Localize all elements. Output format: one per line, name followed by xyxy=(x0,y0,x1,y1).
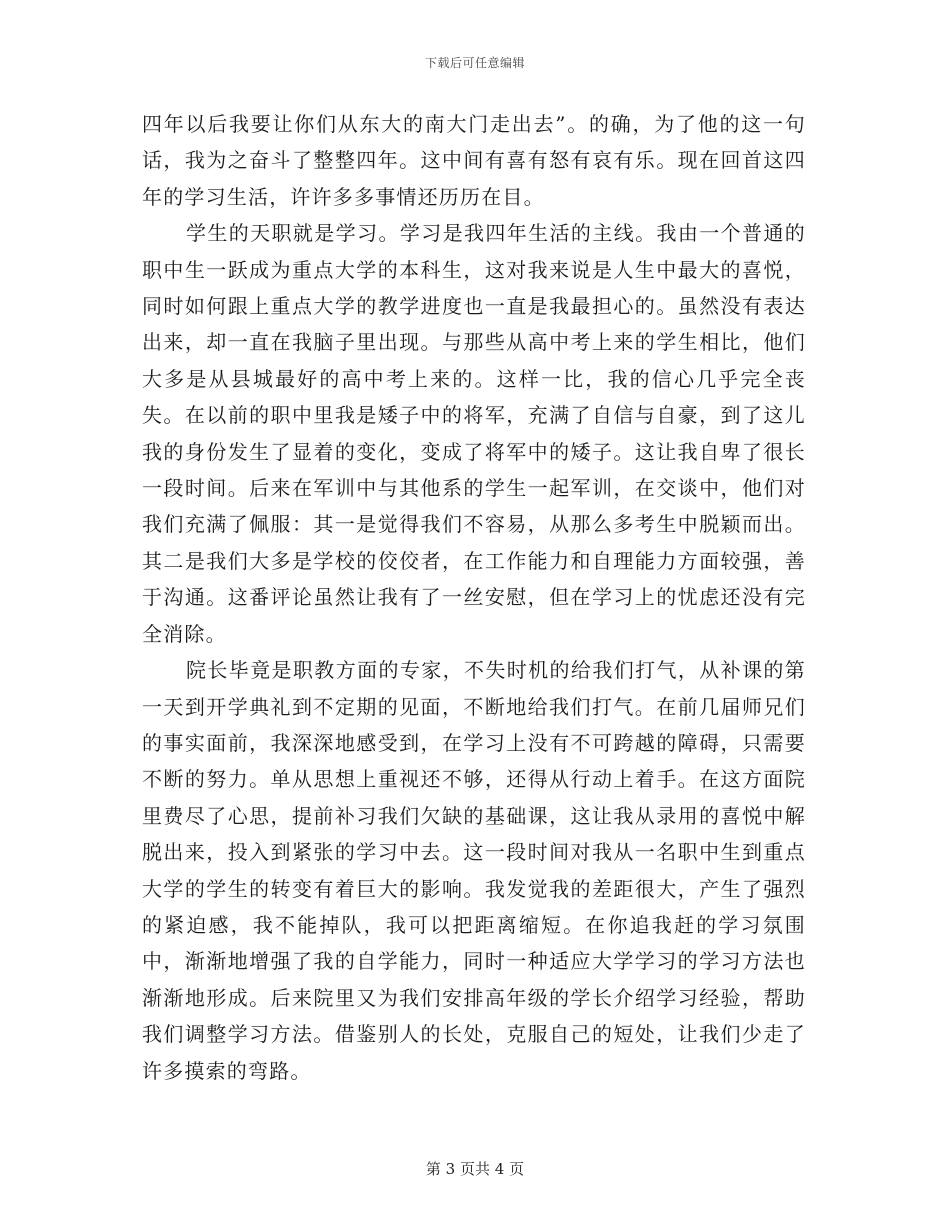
paragraph-continuation: 四年以后我要让你们从东大的南大门走出去”。的确，为了他的这一句话，我为之奋斗了整整四年。这中间有喜有怒有哀有乐。现在回首这四年的学习生活，许许多多事情还历历在目。 xyxy=(142,112,806,209)
document-body xyxy=(142,106,806,1089)
page-number-footer: 第 3 页共 4 页 xyxy=(425,1160,525,1178)
paragraph-study-duty: 学生的天职就是学习。学习是我四年生活的主线。我由一个普通的职中生一跃成为重点大学的本科生，这对我来说是人生中最大的喜悦，同时如何跟上重点大学的教学进度也一直是我最担心的。虽然没有表达出来，却一直在我脑子里出现。与那些从高中考上来的学生相比，他们大多是从县城最好的高中考上来的。这样一比，我的信心几乎完全丧失。在以前的职中里我是矮子中的将军，充满了自信与自豪，到了这儿我的身份发生了显着的变化，变成了将军中的矮子。这让我自卑了很长一段时间。后来在军训中与其他系的学生一起军训，在交谈中，他们对我们充满了佩服：其一是觉得我们不容易，从那么多考生中脱颖而出。其二是我们大多是学校的佼佼者，在工作能力和自理能力方面较强，善于沟通。这番评论虽然让我有了一丝安慰，但在学习上的忧虑还没有完全消除。 xyxy=(142,221,806,646)
page-header: 下载后可任意编辑 xyxy=(424,56,525,70)
paragraph-dean-encouragement: 院长毕竟是职教方面的专家，不失时机的给我们打气，从补课的第一天到开学典礼到不定期的见面，不断地给我们打气。在前几届师兄们的事实面前，我深深地感受到，在学习上没有不可跨越的障碍，只需要不断的努力。单从思想上重视还不够，还得从行动上着手。在这方面院里费尽了心思，提前补习我们欠缺的基础课，这让我从录用的喜悦中解脱出来，投入到紧张的学习中去。这一段时间对我从一名职中生到重点大学的学生的转变有着巨大的影响。我发觉我的差距很大，产生了强烈的紧迫感，我不能掉队，我可以把距离缩短。在你追我赶的学习氛围中，渐渐地增强了我的自学能力，同时一种适应大学学习的学习方法也渐渐地形成。后来院里又为我们安排高年级的学长介绍学习经验，帮助我们调整学习方法。借鉴别人的长处，克服自己的短处，让我们少走了许多摸索的弯路。 xyxy=(142,658,806,1083)
